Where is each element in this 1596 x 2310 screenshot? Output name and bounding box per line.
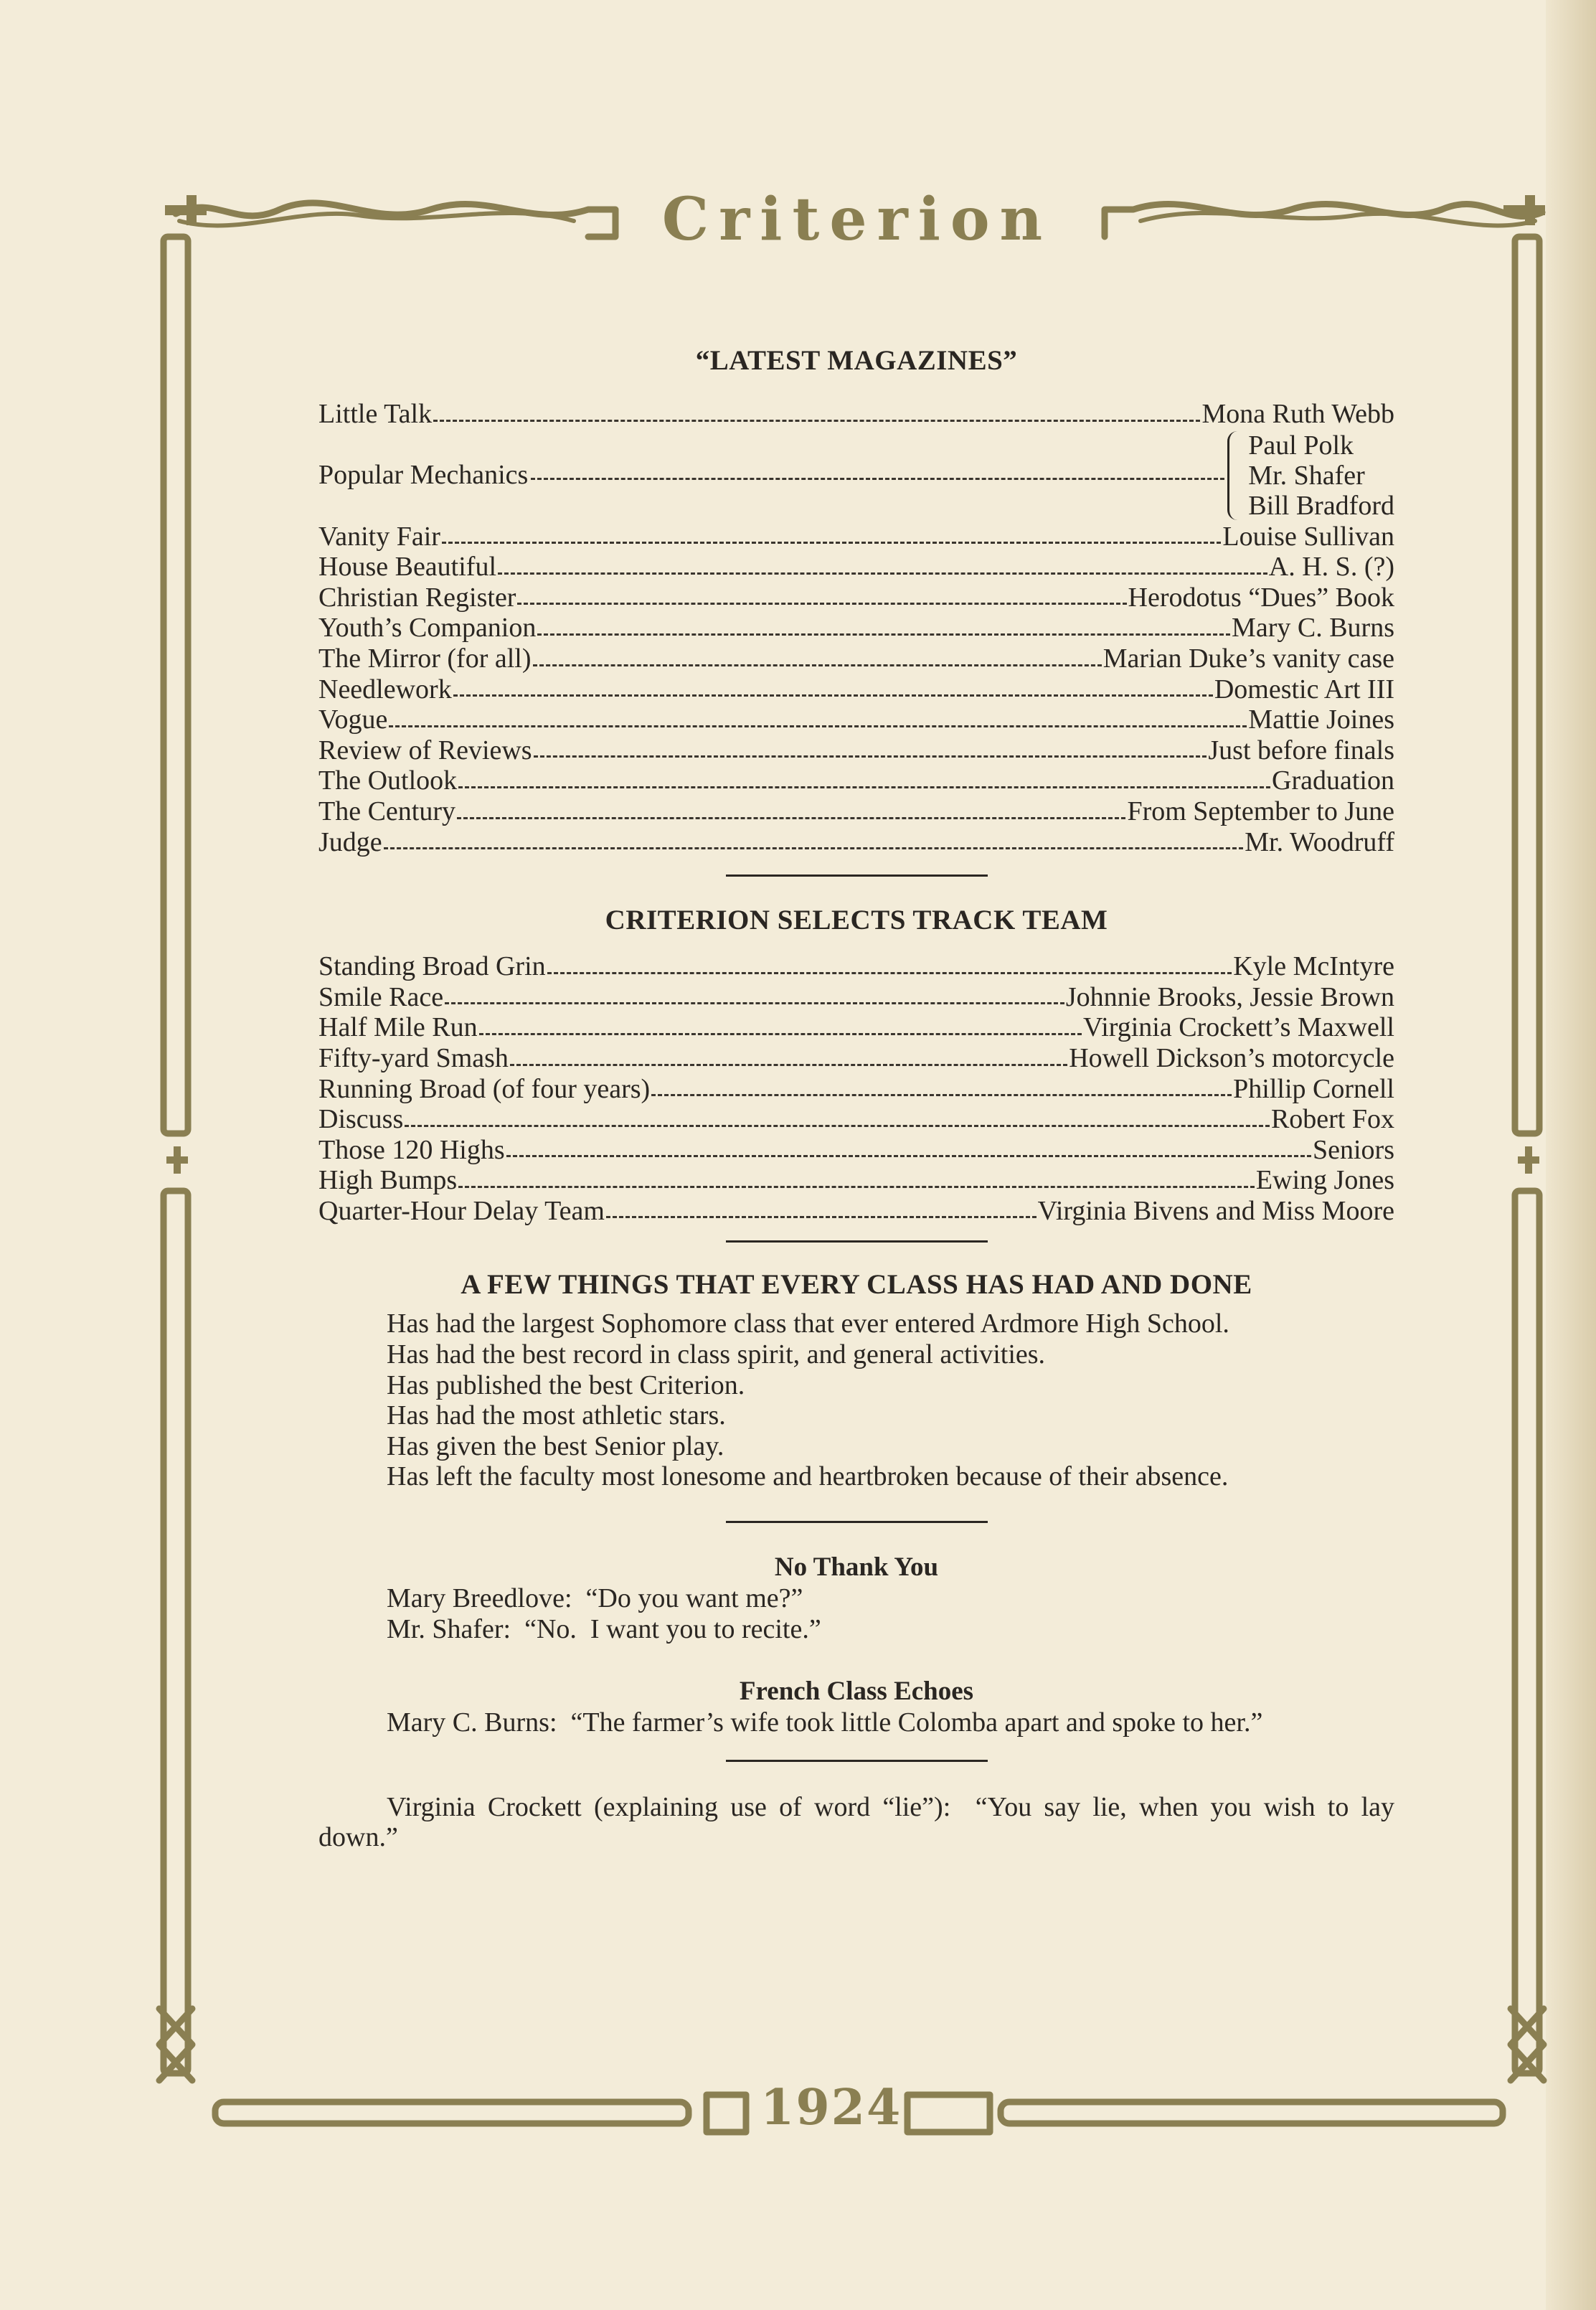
no-thank-you-heading: No Thank You xyxy=(774,1552,939,1583)
track-heading: CRITERION SELECTS TRACK TEAM xyxy=(605,905,1108,936)
page-content xyxy=(318,344,1402,1853)
list-item xyxy=(318,613,1394,644)
leader-dots xyxy=(533,664,1102,666)
item-value: Paul Polk xyxy=(1248,430,1354,461)
list-item xyxy=(318,704,1394,735)
section-divider xyxy=(726,1760,988,1762)
item-value: Mr. Shafer xyxy=(1248,460,1365,491)
item-label: Needlework xyxy=(318,674,452,704)
leader-dots xyxy=(498,572,1267,575)
list-item xyxy=(318,583,1394,613)
item-label: The Mirror (for all) xyxy=(318,643,532,674)
magazines-heading: “LATEST MAGAZINES” xyxy=(695,345,1018,376)
item-label: Running Broad (of four years) xyxy=(318,1073,651,1104)
leader-dots xyxy=(506,1155,1311,1157)
list-item: Has had the largest Sophomore class that ever entered Ardmore High School. xyxy=(387,1309,1229,1339)
leader-dots xyxy=(537,633,1230,636)
list-item xyxy=(318,1074,1394,1105)
item-value: Mona Ruth Webb xyxy=(1201,399,1394,429)
dialog-line: Mary Breedlove: “Do you want me?” xyxy=(387,1583,803,1614)
item-value: Mr. Woodruff xyxy=(1245,826,1394,857)
brace-bracket xyxy=(1227,431,1244,520)
item-value: Just before finals xyxy=(1208,735,1394,765)
leader-dots xyxy=(433,420,1200,422)
dialog-line: Mr. Shafer: “No. I want you to recite.” xyxy=(387,1613,821,1644)
leader-dots xyxy=(651,1094,1232,1096)
leader-dots xyxy=(458,786,1270,788)
item-label: Vanity Fair xyxy=(318,521,440,552)
item-label: Review of Reviews xyxy=(318,735,532,765)
item-value-group xyxy=(1248,430,1394,521)
item-value: Robert Fox xyxy=(1270,1104,1394,1135)
leader-dots xyxy=(458,1186,1255,1188)
item-label: Little Talk xyxy=(318,399,433,429)
item-value: Bill Bradford xyxy=(1248,490,1394,521)
item-label: Those 120 Highs xyxy=(318,1134,505,1165)
item-value: Mary C. Burns xyxy=(1232,613,1394,644)
item-value: Seniors xyxy=(1313,1134,1394,1165)
item-label: The Outlook xyxy=(318,765,458,796)
leader-dots xyxy=(479,1033,1082,1035)
list-item xyxy=(318,1104,1394,1135)
item-label: House Beautiful xyxy=(318,552,497,583)
list-item xyxy=(318,1012,1394,1043)
list-item xyxy=(318,674,1394,705)
list-item xyxy=(318,430,1394,522)
list-item xyxy=(318,1196,1394,1227)
item-label: Standing Broad Grin xyxy=(318,951,546,982)
item-label: Discuss xyxy=(318,1104,404,1135)
item-label: Vogue xyxy=(318,704,388,735)
list-item xyxy=(318,1043,1394,1074)
item-label: Smile Race xyxy=(318,981,444,1012)
leader-dots xyxy=(517,603,1126,605)
item-value: Mattie Joines xyxy=(1248,704,1394,735)
item-value: Ewing Jones xyxy=(1255,1165,1394,1196)
leader-dots xyxy=(534,755,1207,758)
item-label: Quarter-Hour Delay Team xyxy=(318,1195,605,1226)
item-label: Youth’s Companion xyxy=(318,613,537,644)
item-value: Herodotus “Dues” Book xyxy=(1128,582,1394,613)
leader-dots xyxy=(510,1064,1067,1066)
item-value: Virginia Bivens and Miss Moore xyxy=(1037,1195,1394,1226)
leader-dots xyxy=(531,478,1224,480)
magazines-list xyxy=(318,399,1394,857)
closing-anecdote: Virginia Crockett (explaining use of word “lie”): “You say lie, when you wish to lay down.” xyxy=(318,1791,1402,1853)
item-value: Kyle McIntyre xyxy=(1233,951,1394,982)
item-value: Johnnie Brooks, Jessie Brown xyxy=(1065,981,1394,1012)
leader-dots xyxy=(606,1216,1037,1218)
list-item: Has had the best record in class spirit, and general activities. xyxy=(387,1339,1046,1370)
item-label: Fifty-yard Smash xyxy=(318,1042,509,1073)
masthead-title: Criterion xyxy=(661,185,1053,254)
list-item xyxy=(318,951,1394,982)
item-value: Virginia Crockett’s Maxwell xyxy=(1083,1012,1394,1043)
list-item: Has left the faculty most lonesome and heartbroken because of their absence. xyxy=(387,1461,1229,1492)
no-thank-you-dialog xyxy=(318,1583,1394,1644)
item-label: High Bumps xyxy=(318,1165,458,1196)
list-item xyxy=(318,552,1394,583)
list-item xyxy=(318,827,1394,858)
class-things-list xyxy=(318,1309,1394,1492)
list-item xyxy=(318,644,1394,674)
item-value: Howell Dickson’s motorcycle xyxy=(1069,1042,1394,1073)
list-item xyxy=(318,982,1394,1013)
item-value: Graduation xyxy=(1272,765,1394,796)
list-item xyxy=(318,796,1394,827)
item-label: The Century xyxy=(318,796,456,826)
item-value: A. H. S. (?) xyxy=(1268,552,1394,583)
leader-dots xyxy=(457,817,1125,819)
item-value: From September to June xyxy=(1127,796,1394,826)
section-divider xyxy=(726,1240,988,1243)
leader-dots xyxy=(384,847,1244,849)
french-echoes-text: Mary C. Burns: “The farmer’s wife took little Colomba apart and spoke to her.” xyxy=(387,1707,1263,1738)
item-label: Half Mile Run xyxy=(318,1012,478,1043)
item-value: Domestic Art III xyxy=(1214,674,1394,704)
class-things-heading: A FEW THINGS THAT EVERY CLASS HAS HAD AND DONE xyxy=(461,1269,1252,1301)
leader-dots xyxy=(389,725,1247,727)
item-label: Popular Mechanics xyxy=(318,460,529,491)
leader-dots xyxy=(445,1002,1064,1004)
list-item xyxy=(318,399,1394,430)
item-value: Louise Sullivan xyxy=(1222,521,1394,552)
list-item: Has had the most athletic stars. xyxy=(387,1400,726,1431)
list-item xyxy=(318,522,1394,552)
section-divider xyxy=(726,1521,988,1523)
list-item: Has published the best Criterion. xyxy=(387,1370,745,1400)
list-item xyxy=(318,1165,1394,1196)
footer-year: 1924 xyxy=(760,2079,902,2136)
list-item xyxy=(318,735,1394,766)
french-echoes-heading: French Class Echoes xyxy=(739,1677,974,1707)
list-item xyxy=(318,765,1394,796)
item-label: Christian Register xyxy=(318,582,516,613)
section-divider xyxy=(726,874,988,877)
track-list xyxy=(318,951,1394,1226)
item-label: Judge xyxy=(318,826,382,857)
leader-dots xyxy=(442,542,1221,544)
list-item xyxy=(318,1135,1394,1166)
leader-dots xyxy=(547,972,1232,974)
item-value: Phillip Cornell xyxy=(1233,1073,1394,1104)
leader-dots xyxy=(453,694,1213,697)
list-item: Has given the best Senior play. xyxy=(387,1430,724,1461)
leader-dots xyxy=(405,1125,1270,1127)
item-value: Marian Duke’s vanity case xyxy=(1102,643,1394,674)
